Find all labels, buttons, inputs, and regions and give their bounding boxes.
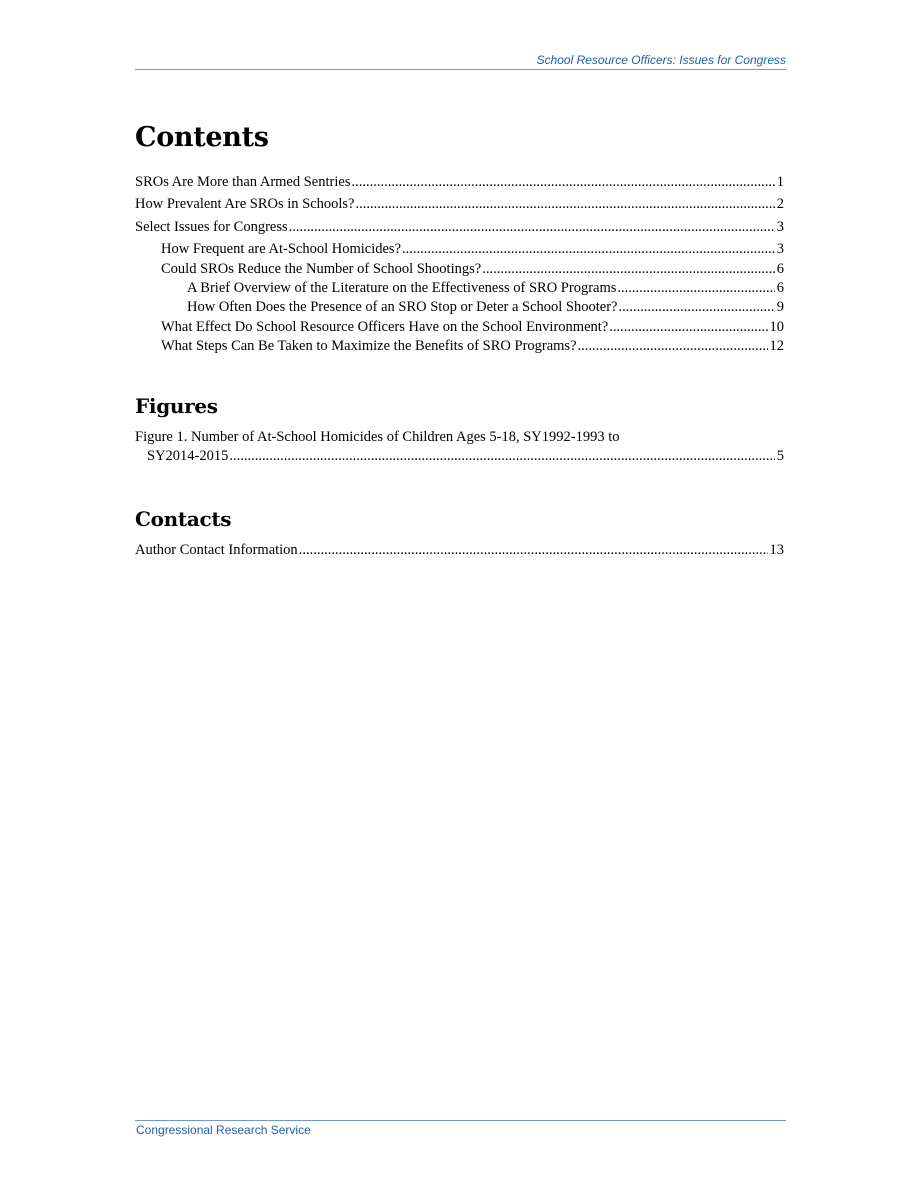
dot-leader — [299, 541, 768, 560]
toc-entry-page: 12 — [769, 338, 784, 355]
toc-entry-page: 6 — [776, 260, 784, 277]
dot-leader — [609, 318, 767, 337]
toc-entry-title-continued: SY2014-2015 — [147, 448, 229, 464]
toc-entry[interactable] — [135, 195, 784, 214]
toc-entry[interactable] — [135, 298, 784, 317]
toc-entry-figure[interactable] — [135, 428, 784, 466]
toc-entry-page: 6 — [776, 279, 784, 296]
dot-leader — [482, 260, 775, 279]
toc-entry-page: 10 — [769, 318, 784, 335]
toc-entry-title: SROs Are More than Armed Sentries — [135, 174, 351, 190]
running-header: School Resource Officers: Issues for Congress — [536, 53, 786, 67]
footer-rule — [135, 1120, 786, 1121]
toc-entry-title: Select Issues for Congress — [135, 218, 288, 235]
header-rule — [135, 69, 786, 70]
contents-title: Contents — [135, 122, 269, 153]
dot-leader — [351, 173, 774, 192]
toc-entry-title: A Brief Overview of the Literature on the Effectiveness of SRO Programs — [187, 279, 617, 296]
toc-entry[interactable] — [135, 318, 784, 337]
toc-entry-page: 2 — [776, 196, 784, 213]
contents-list — [135, 173, 784, 357]
toc-entry-title: How Often Does the Presence of an SRO Stop or Deter a School Shooter? — [187, 299, 618, 316]
toc-entry-page: 3 — [776, 241, 784, 258]
toc-entry-continuation — [135, 447, 784, 466]
figures-list — [135, 428, 784, 466]
toc-entry[interactable] — [135, 173, 784, 192]
toc-entry-title: How Frequent are At-School Homicides? — [161, 241, 402, 258]
dot-leader — [356, 195, 775, 214]
toc-entry-page: 1 — [776, 174, 784, 190]
toc-entry-title: Could SROs Reduce the Number of School Shootings? — [161, 260, 482, 277]
toc-entry[interactable] — [135, 279, 784, 298]
toc-entry-page: 13 — [769, 542, 784, 558]
toc-entry-title: What Effect Do School Resource Officers Have on the School Environment? — [161, 318, 609, 335]
running-footer: Congressional Research Service — [136, 1123, 311, 1137]
toc-entry[interactable] — [135, 240, 784, 259]
toc-entry-title: How Prevalent Are SROs in Schools? — [135, 196, 355, 213]
contacts-list — [135, 541, 784, 560]
dot-leader — [402, 240, 775, 259]
toc-entry[interactable] — [135, 260, 784, 279]
dot-leader — [229, 447, 774, 466]
toc-entry[interactable] — [135, 337, 784, 356]
toc-entry-page: 9 — [776, 299, 784, 316]
dot-leader — [618, 298, 774, 317]
toc-entry[interactable] — [135, 541, 784, 560]
dot-leader — [578, 337, 768, 356]
toc-entry-title: What Steps Can Be Taken to Maximize the Benefits of SRO Programs? — [161, 338, 577, 355]
toc-entry-title: Figure 1. Number of At-School Homicides of Children Ages 5-18, SY1992-1993 to — [135, 429, 620, 445]
dot-leader — [617, 279, 774, 298]
contacts-title: Contacts — [135, 507, 232, 531]
toc-entry-page: 3 — [776, 218, 784, 235]
toc-entry-title: Author Contact Information — [135, 542, 298, 558]
figures-title: Figures — [135, 394, 218, 418]
toc-entry[interactable] — [135, 218, 784, 237]
toc-entry-page: 5 — [776, 448, 784, 464]
dot-leader — [289, 218, 775, 237]
